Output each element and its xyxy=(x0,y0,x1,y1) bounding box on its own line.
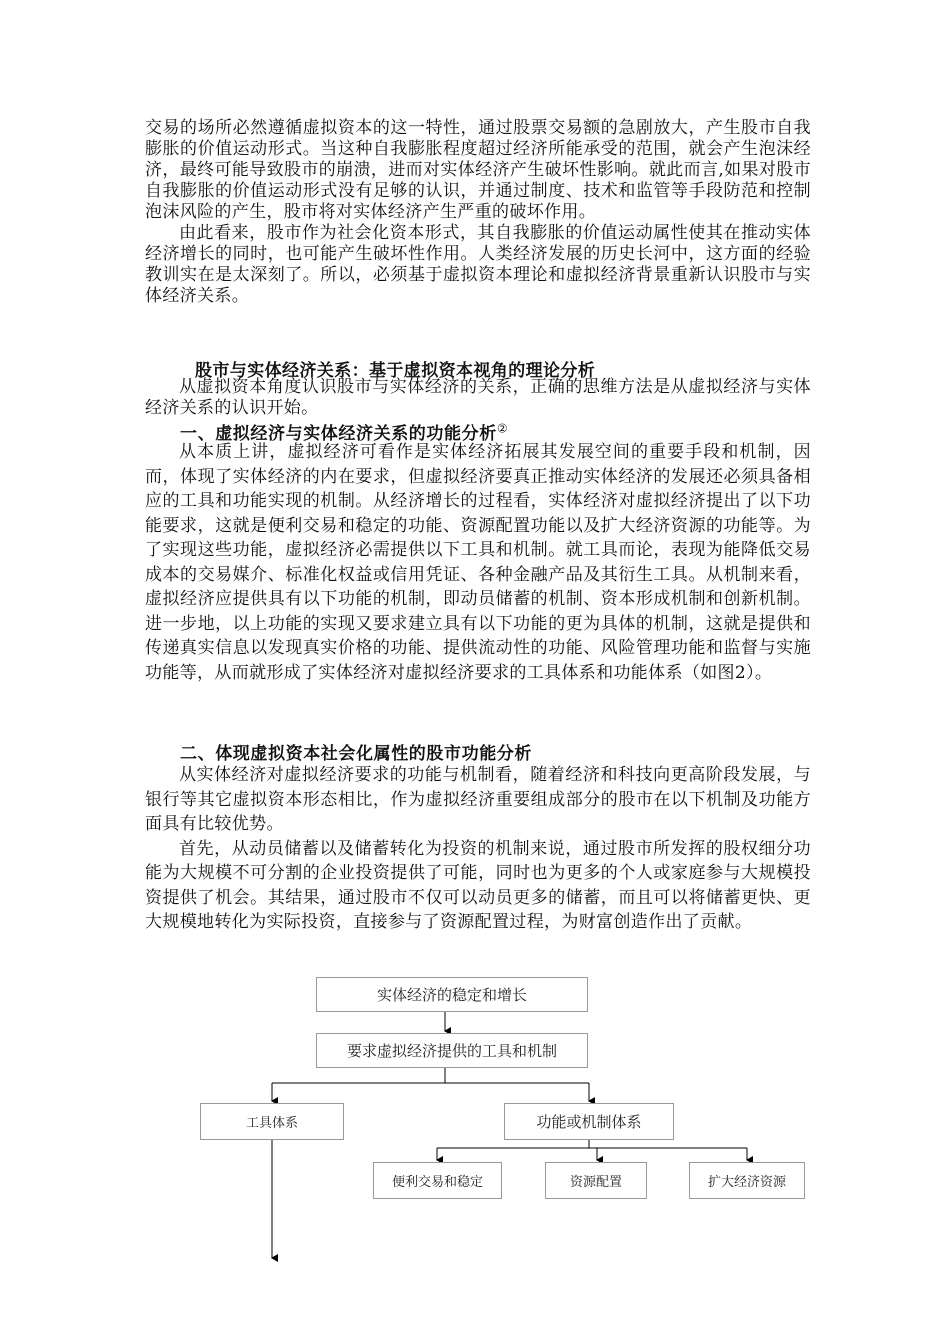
paragraph-1-text: 交易的场所必然遵循虚拟资本的这一特性，通过股票交易额的急剧放大，产生股市自我膨胀的价值运动形式。当这种自我膨胀程度超过经济所能承受的范围，就会产生泡沫经济，最终可能导致股市的崩溃，进而对实体经济产生破坏性影响。就此而言,如果对股市自我膨胀的价值运动形式没有足够的认识，并通过制度、技术和监管等手段防范和控制泡沫风险的产生，股市将对实体经济产生严重的破坏作用。 xyxy=(145,118,811,222)
section-title: 股市与实体经济关系：基于虚拟资本视角的理论分析 xyxy=(195,361,596,381)
chart-node-sub1: 便利交易和稳定 xyxy=(373,1162,502,1199)
paragraph-2-text: 由此看来，股市作为社会化资本形式，其自我膨胀的价值运动属性使其在推动实体经济增长的同时，也可能产生破坏性作用。人类经济发展的历史长河中，这方面的经验教训实在是太深刻了。所以，必须基于虚拟资本理论和虚拟经济背景重新认识股市与实体经济关系。 xyxy=(145,223,811,306)
footnote-marker: ② xyxy=(496,421,509,436)
paragraph-1 xyxy=(145,118,811,307)
paragraph-6-text: 首先，从动员储蓄以及储蓄转化为投资的机制来说，通过股市所发挥的股权细分功能为大规模不可分割的企业投资提供了可能，同时也为更多的个人或家庭参与大规模投资提供了机会。其结果，通过股市不仅可以动员更多的储蓄，而且可以将储蓄更快、更大规模地转化为实际投资，直接参与了资源配置过程，为财富创造作出了贡献。 xyxy=(145,838,811,932)
heading-2: 二、体现虚拟资本社会化属性的股市功能分析 xyxy=(180,744,532,764)
chart-node-middle: 要求虚拟经济提供的工具和机制 xyxy=(316,1033,588,1068)
paragraph-4: 从本质上讲，虚拟经济可看作是实体经济拓展其发展空间的重要手段和机制，因而，体现了实体经济的内在要求，但虚拟经济要真正推动实体经济的发展还必须具备相应的工具和功能实现的机制。从经济增长的过程看，实体经济对虚拟经济提出了以下功能要求，这就是便利交易和稳定的功能、资源配置功能以及扩大经济资源的功能等。为了实现这些功能，虚拟经济必需提供以下工具和机制。就工具而论，表现为能降低交易成本的交易媒介、标准化权益或信用凭证、各种金融产品及其衍生工具。从机制来看，虚拟经济应提供具有以下功能的机制，即动员储蓄的机制、资本形成机制和创新机制。进一步地，以上功能的实现又要求建立具有以下功能的更为具体的机制，这就是提供和传递真实信息以发现真实价格的功能、提供流动性的功能、风险管理功能和监督与实施功能等，从而就形成了实体经济对虚拟经济要求的工具体系和功能体系（如图2）。 xyxy=(145,442,811,683)
paragraph-3: 从虚拟资本角度认识股市与实体经济的关系，正确的思维方法是从虚拟经济与实体经济关系的认识开始。 xyxy=(145,377,811,418)
paragraphs-5-6 xyxy=(145,763,811,935)
chart-node-sub3: 扩大经济资源 xyxy=(689,1162,805,1199)
chart-node-top: 实体经济的稳定和增长 xyxy=(316,977,588,1012)
heading-1-text: 一、虚拟经济与实体经济关系的功能分析 xyxy=(180,424,497,444)
chart-node-sub2: 资源配置 xyxy=(545,1162,647,1199)
chart-node-tools: 工具体系 xyxy=(200,1103,344,1140)
paragraph-5-text: 从实体经济对虚拟经济要求的功能与机制看，随着经济和科技向更高阶段发展，与银行等其它虚拟资本形态相比，作为虚拟经济重要组成部分的股市在以下机制及功能方面具有比较优势。 xyxy=(145,765,811,834)
chart-node-functions: 功能或机制体系 xyxy=(504,1103,674,1140)
